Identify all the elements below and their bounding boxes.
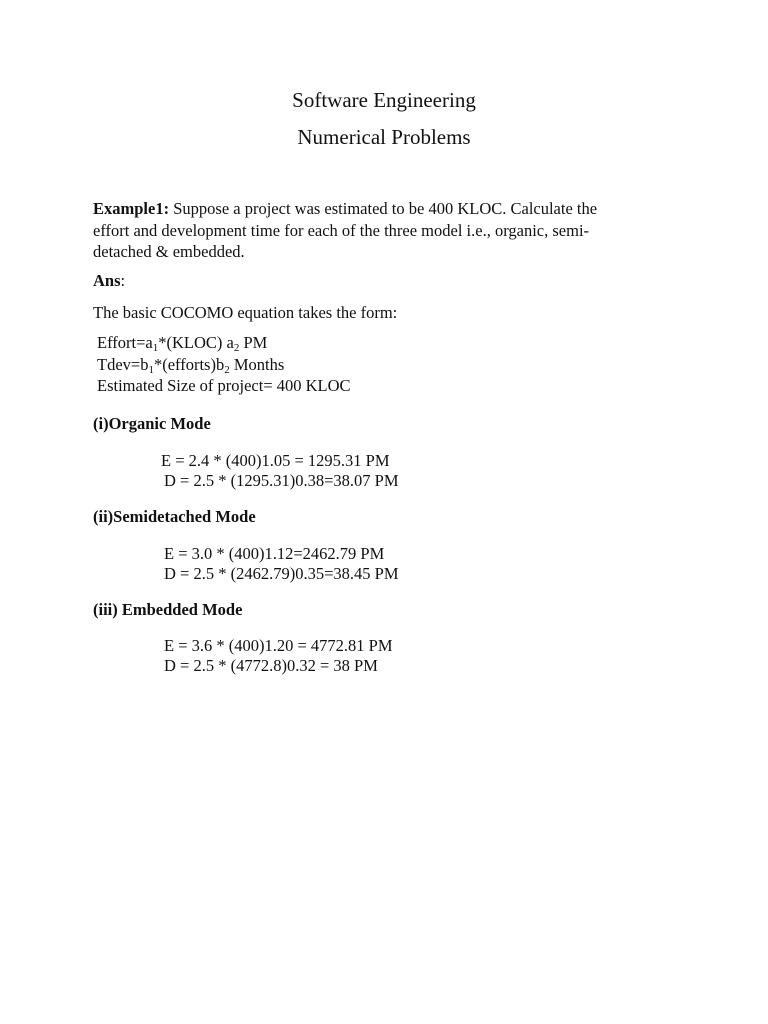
tdev-sub-2: 2 [224,363,230,376]
example-line-1 [93,198,597,220]
answer-colon: : [120,271,126,290]
mode-heading-text: (i)Organic Mode [93,414,211,433]
mode-heading-embedded [93,599,242,621]
answer-label-text: Ans [93,271,121,290]
tdev-part-a: Tdev=b [97,354,149,374]
example-line-2: effort and development time for each of the three model i.e., organic, semi- [93,220,590,240]
page-title: Software Engineering [292,88,476,112]
example-question [93,198,597,263]
page-subtitle: Numerical Problems [297,125,471,149]
mode-duration-embedded: D = 2.5 * (4772.8)0.32 = 38 PM [164,656,378,675]
formula-block [97,332,351,397]
effort-part-c: PM [239,333,268,352]
example-label: Example1: [93,199,170,218]
mode-heading-text: (ii)Semidetached Mode [93,507,256,526]
effort-formula [97,332,351,354]
tdev-part-c: Months [229,354,285,374]
effort-sub-2: 2 [233,342,240,354]
size-line: Estimated Size of project= 400 KLOC [97,376,351,395]
mode-heading-text: (iii) Embedded Mode [93,600,243,619]
example-text-1: Suppose a project was estimated to be 400 KLOC. Calculate the [169,199,598,218]
effort-part-b: *(KLOC) a [158,333,234,352]
mode-duration-semidetached: D = 2.5 * (2462.79)0.35=38.45 PM [164,564,399,583]
mode-effort-embedded: E = 3.6 * (400)1.20 = 4772.81 PM [164,636,393,655]
answer-label [93,270,125,292]
intro-text: The basic COCOMO equation takes the form: [93,303,398,322]
mode-effort-organic: E = 2.4 * (400)1.05 = 1295.31 PM [161,451,390,470]
mode-heading-semidetached [93,506,256,528]
mode-effort-semidetached: E = 3.0 * (400)1.12=2462.79 PM [164,544,385,563]
effort-sub-1: 1 [152,342,159,354]
mode-duration-organic: D = 2.5 * (1295.31)0.38=38.07 PM [164,471,399,490]
tdev-sub-1: 1 [148,363,154,376]
example-line-3: detached & embedded. [93,242,245,261]
tdev-formula [97,354,351,376]
mode-heading-organic [93,413,211,435]
tdev-part-b: *(efforts)b [153,354,225,374]
effort-part-a: Effort=a [97,333,153,352]
